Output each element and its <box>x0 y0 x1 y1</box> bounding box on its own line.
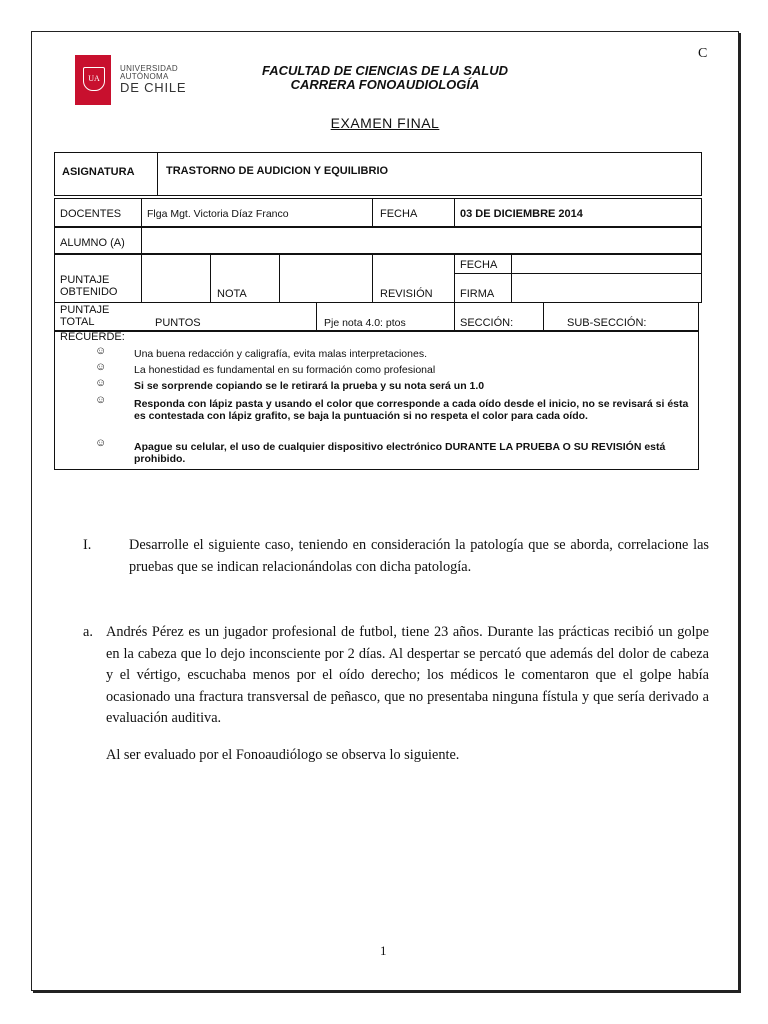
smiley-icon: ☺ <box>95 437 107 449</box>
divider <box>141 226 142 254</box>
divider <box>372 198 373 227</box>
logo-line1: UNIVERSIDAD <box>120 64 178 73</box>
logo-wordmark <box>120 65 190 94</box>
revision-label: REVISIÓN <box>380 288 433 300</box>
fecha-value: 03 DE DICIEMBRE 2014 <box>460 208 583 220</box>
smiley-icon: ☺ <box>95 394 107 406</box>
case-letter: a. <box>83 624 93 640</box>
recuerde-item: Apague su celular, el uso de cualquier dispositivo electrónico DURANTE LA PRUEBA O SU REVISIÓN está prohibido. <box>134 441 666 465</box>
divider <box>279 253 280 302</box>
divider <box>543 302 544 331</box>
page-number: 1 <box>380 943 387 958</box>
puntaje-total-line2: TOTAL <box>60 316 95 328</box>
divider <box>372 253 373 302</box>
recuerde-label: RECUERDE: <box>60 331 125 343</box>
divider <box>316 302 317 331</box>
pje-nota-label: Pje nota 4.0: ptos <box>324 317 406 329</box>
divider <box>157 152 158 195</box>
divider <box>454 302 455 331</box>
firma-label: FIRMA <box>460 288 495 300</box>
asignatura-label: ASIGNATURA <box>62 166 135 178</box>
logo-line2: AUTÓNOMA <box>120 72 169 81</box>
puntaje-obtenido-line1: PUNTAJE <box>60 274 110 286</box>
smiley-icon: ☺ <box>95 361 107 373</box>
recuerde-item: Responda con lápiz pasta y usando el color que corresponde a cada oído desde el inicio, no se revisará si ésta es contestada con lápiz grafito, se baja la puntuación si no respeta el color para cada oído. <box>134 398 689 422</box>
case-followup: Al ser evaluado por el Fonoaudiólogo se observa lo siguiente. <box>106 747 460 763</box>
divider <box>454 253 455 302</box>
section-instructions: Desarrolle el siguiente caso, teniendo en consideración la patología que se aborda, correlacione las pruebas que se indican relacionándolas con dicha patología. <box>129 537 709 575</box>
recuerde-item: Si se sorprende copiando se le retirará la prueba y su nota será un 1.0 <box>134 380 485 392</box>
recuerde-item: Una buena redacción y caligrafía, evita malas interpretaciones. <box>134 348 427 360</box>
page-header <box>230 64 540 92</box>
nota-label: NOTA <box>217 288 247 300</box>
university-logo <box>75 55 187 105</box>
divider <box>454 198 455 227</box>
fecha-label: FECHA <box>380 208 418 220</box>
puntaje-obtenido-row <box>54 253 702 303</box>
divider <box>141 253 142 302</box>
logo-shield <box>75 55 111 105</box>
smiley-icon: ☺ <box>95 377 107 389</box>
seccion-label: SECCIÓN: <box>460 317 514 329</box>
divider <box>141 198 142 227</box>
smiley-icon: ☺ <box>95 345 107 357</box>
divider <box>210 253 211 302</box>
faculty-name: FACULTAD DE CIENCIAS DE LA SALUD <box>261 63 509 78</box>
puntaje-total-label <box>60 304 109 328</box>
divider <box>454 273 701 274</box>
recuerde-item: La honestidad es fundamental en su formación como profesional <box>134 364 436 376</box>
fecha2-label: FECHA <box>460 259 498 271</box>
exam-title: EXAMEN FINAL <box>330 115 440 131</box>
docentes-label: DOCENTES <box>60 208 122 220</box>
alumno-row <box>54 226 702 255</box>
asignatura-value: TRASTORNO DE AUDICION Y EQUILIBRIO <box>166 165 389 177</box>
corner-mark: C <box>698 46 708 61</box>
docentes-value: Flga Mgt. Victoria Díaz Franco <box>147 208 289 220</box>
puntaje-total-line1: PUNTAJE <box>60 304 110 316</box>
divider <box>511 253 512 302</box>
puntos-label: PUNTOS <box>155 317 201 329</box>
puntaje-obtenido-line2: OBTENIDO <box>60 286 118 298</box>
alumno-label: ALUMNO (A) <box>60 237 125 249</box>
case-text: Andrés Pérez es un jugador profesional de futbol, tiene 23 años. Durante las prácticas recibió un golpe en la cabeza que lo dejo inconsciente por 2 días. Al despertar se percató que además del dolor de cabeza y el vértigo, escuchaba menos por el oído derecho; los médicos le comentaron que el golpe había ocasionado una fractura transversal de peñasco, que no presentaba ninguna fístula y que sería derivado a evaluación auditiva. <box>106 624 709 726</box>
section-number: I. <box>83 537 92 553</box>
subseccion-label: SUB-SECCIÓN: <box>567 317 647 329</box>
logo-line3: DE CHILE <box>120 80 187 95</box>
career-name: CARRERA FONOAUDIOLOGÍA <box>290 77 480 92</box>
logo-abbr: UA <box>83 67 105 91</box>
puntaje-obtenido-label <box>60 274 117 298</box>
